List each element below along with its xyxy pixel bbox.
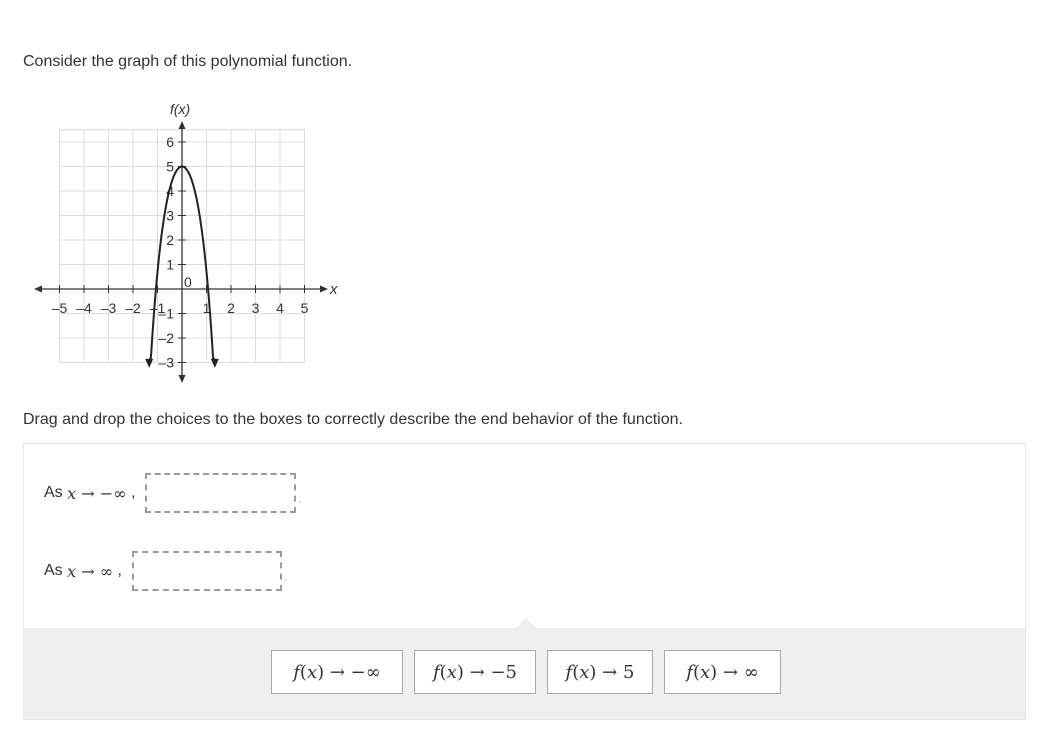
curve-arrow-left <box>145 359 153 368</box>
x-tick-label: 3 <box>251 300 260 316</box>
y-tick-label: 2 <box>166 232 174 248</box>
row-variable: x <box>67 561 77 581</box>
row-period: . <box>283 570 288 584</box>
x-tick-label: 5 <box>300 300 309 316</box>
origin-label: 0 <box>184 274 192 290</box>
choice-pos-infinity[interactable]: f ( x ) → ∞ <box>664 650 781 694</box>
row-arrow: → <box>81 561 95 581</box>
row-limit: −∞ <box>99 483 127 503</box>
x-tick-label: –5 <box>51 300 68 316</box>
x-tick-label: 1 <box>202 300 211 316</box>
row-pos-infinity <box>44 549 287 593</box>
row-limit: ∞ <box>99 561 114 581</box>
x-tick-label: 4 <box>276 300 284 316</box>
y-tick-label: –2 <box>158 330 174 346</box>
x-tick-label: –1 <box>149 300 166 316</box>
choice-five[interactable]: f ( x ) → 5 <box>547 650 653 694</box>
y-tick-label: 6 <box>166 134 174 150</box>
polynomial-graph <box>30 95 350 390</box>
answer-panel <box>23 443 1026 720</box>
row-prefix: As <box>44 484 63 501</box>
graph-axes <box>34 121 328 383</box>
x-tick-label: 2 <box>227 300 235 316</box>
x-tick-label: –3 <box>100 300 117 316</box>
y-tick-label: 5 <box>166 158 174 175</box>
row-neg-infinity <box>44 471 302 515</box>
y-tick-label: 4 <box>166 183 174 199</box>
y-tick-label: –3 <box>158 354 174 371</box>
y-axis-label: f(x) <box>170 101 191 117</box>
y-tick-label: 1 <box>166 256 174 273</box>
choice-neg-five[interactable]: f ( x ) → −5 <box>414 650 536 694</box>
y-tick-label: –1 <box>158 305 174 322</box>
row-comma: , <box>117 562 122 579</box>
x-tick-label: –4 <box>76 300 92 316</box>
y-tick-label: 3 <box>166 207 174 224</box>
drag-instruction: Drag and drop the choices to the boxes to correctly describe the end behavior of the function. <box>23 411 683 428</box>
row-arrow: → <box>81 483 95 503</box>
choice-neg-infinity[interactable]: f ( x ) → −∞ <box>271 650 403 694</box>
row-comma: , <box>130 484 136 501</box>
row-prefix: As <box>44 562 63 579</box>
row-variable: x <box>67 483 77 503</box>
row-period: . <box>298 492 302 506</box>
drop-box-pos-infinity[interactable] <box>132 551 282 591</box>
x-tick-label: –2 <box>125 300 141 316</box>
tray-notch <box>516 618 536 628</box>
x-axis-label: x <box>330 281 338 298</box>
choice-tray <box>24 628 1025 719</box>
curve-arrow-right <box>211 359 219 368</box>
graph-ticks <box>52 134 309 371</box>
drop-box-neg-infinity[interactable] <box>145 473 296 513</box>
question-prompt: Consider the graph of this polynomial function. <box>23 53 353 70</box>
